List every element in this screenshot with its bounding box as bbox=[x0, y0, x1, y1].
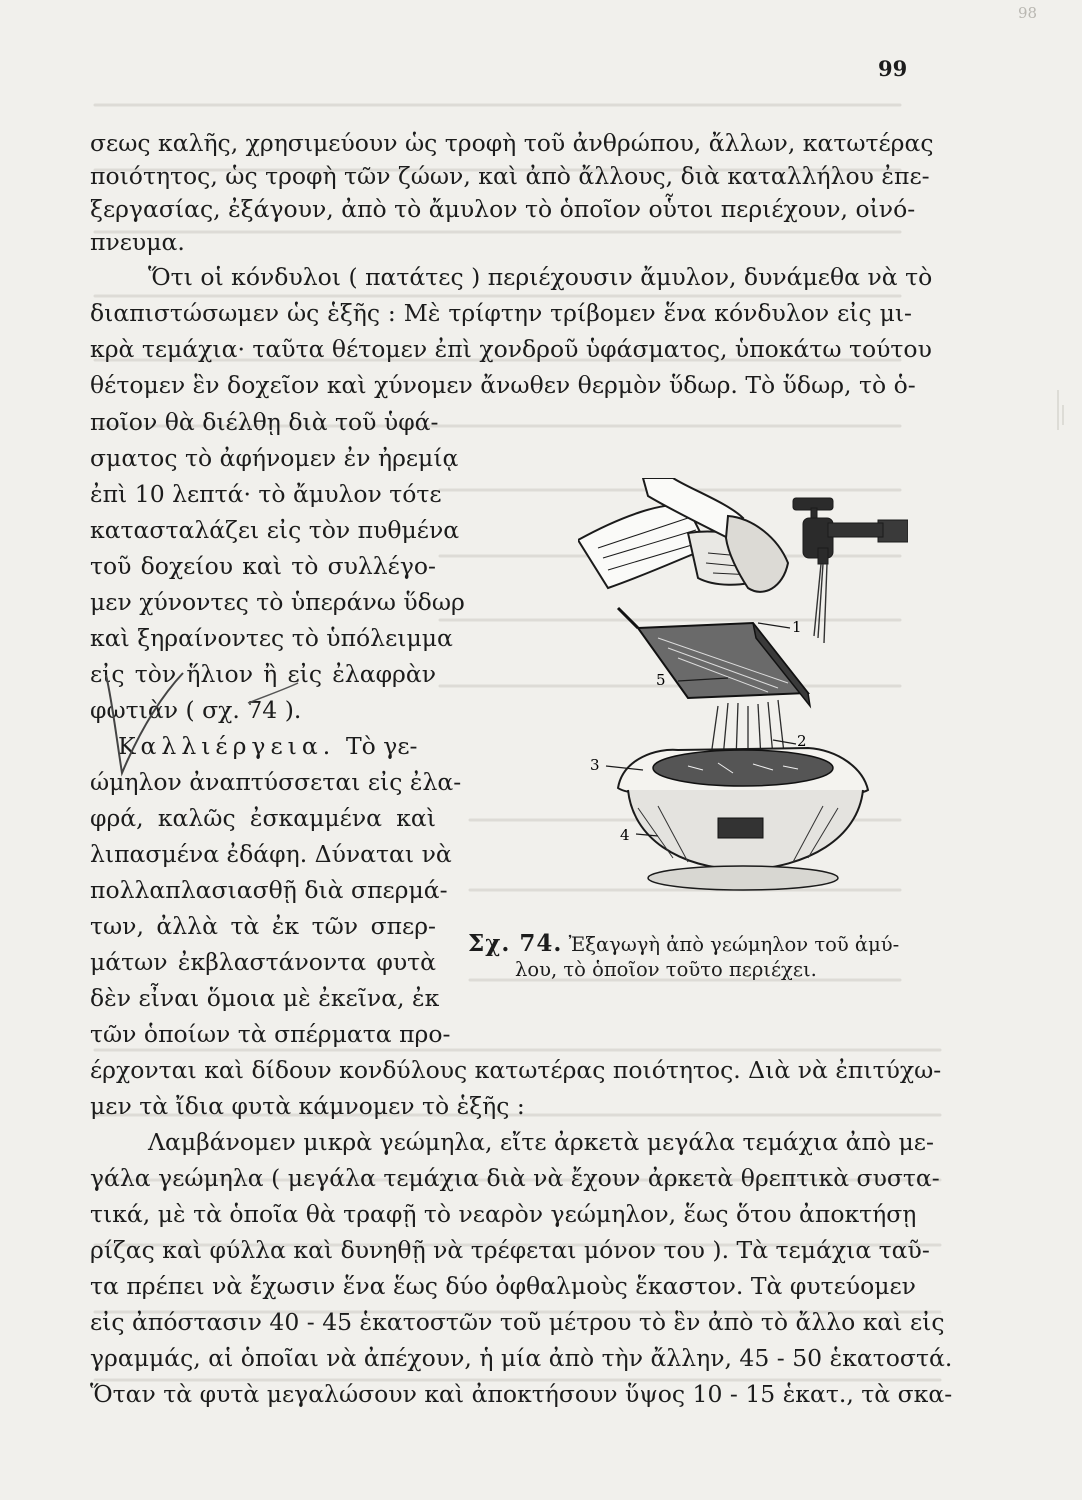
callout-1: 1 bbox=[792, 618, 802, 636]
text-line: έρχονται καὶ δίδουν κονδύλους κατωτέρας ποιότητος. Διὰ νὰ ἐπιτύχω- bbox=[90, 1056, 942, 1084]
text-line: σματος τὸ ἀφήνομεν ἐν ἠρεμίᾳ bbox=[90, 444, 459, 472]
text-line: μεν τὰ ἴδια φυτὰ κάμνομεν τὸ ἑξῆς : bbox=[90, 1092, 525, 1120]
grater-icon bbox=[618, 608, 810, 706]
callout-3: 3 bbox=[590, 756, 600, 774]
text-line: Τὸ γε- bbox=[346, 732, 418, 760]
text-line: ρίζας καὶ φύλλα καὶ δυνηθῇ νὰ τρέφεται μόνον του ). Τὰ τεμάχια ταῦ- bbox=[90, 1236, 930, 1264]
figure-label: Σχ. 74. bbox=[468, 930, 563, 957]
potato-starch-illustration bbox=[578, 478, 908, 923]
pencil-checkmark bbox=[98, 655, 308, 780]
figure-caption-line1: Ἐξαγωγὴ ἀπὸ γεώμηλον τοῦ ἀμύ- bbox=[568, 933, 900, 956]
text-line: λιπασμένα ἐδάφη. Δύναται νὰ bbox=[90, 840, 452, 868]
figure-caption bbox=[468, 930, 899, 957]
text-line: μεν χύνοντες τὸ ὑπεράνω ὕδωρ bbox=[90, 588, 465, 616]
faucet-icon bbox=[793, 498, 908, 564]
text-line: καὶ ξηραίνοντες τὸ ὑπόλειμμα bbox=[90, 624, 453, 652]
text-line: πολλαπλασιασθῇ διὰ σπερμά- bbox=[90, 876, 448, 904]
text-line: διαπιστώσωμεν ὡς ἑξῆς : Μὲ τρίφτην τρίβομεν ἕνα κόνδυλον εἰς μι- bbox=[90, 299, 912, 327]
text-line: ξεργασίας, ἐξάγουν, ἀπὸ τὸ ἄμυλον τὸ ὁποῖον οὗτοι περιέχουν, οἰνό- bbox=[90, 195, 916, 223]
text-line: γραμμάς, αἱ ὁποῖαι νὰ ἀπέχουν, ἡ μία ἀπὸ τὴν ἄλλην, 45 - 50 ἑκατοστά. bbox=[90, 1344, 953, 1372]
back-page-number: 98 bbox=[1018, 4, 1038, 22]
text-line: ἐπὶ 10 λεπτά· τὸ ἄμυλον τότε bbox=[90, 480, 442, 508]
text-line: εἰς τὸν ἥλιον ἢ εἰς ἐλαφρὰν bbox=[90, 660, 436, 688]
text-line: φωτιὰν ( σχ. 74 ). bbox=[90, 696, 302, 724]
text-line: δὲν εἶναι ὅμοια μὲ ἐκεῖνα, ἐκ bbox=[90, 984, 440, 1012]
text-line: ποῖον θὰ διέλθῃ διὰ τοῦ ὑφά- bbox=[90, 408, 439, 436]
text-line: Λαμβάνομεν μικρὰ γεώμηλα, εἴτε ἀρκετὰ μεγάλα τεμάχια ἀπὸ με- bbox=[148, 1128, 934, 1156]
figure-caption-line2: λου, τὸ ὁποῖον τοῦτο περιέχει. bbox=[515, 958, 817, 981]
section-heading: Καλλιέργεια. bbox=[118, 732, 336, 760]
text-line: γάλα γεώμηλα ( μεγάλα τεμάχια διὰ νὰ ἔχουν ἀρκετὰ θρεπτικὰ συστα- bbox=[90, 1164, 940, 1192]
text-line: τοῦ δοχείου καὶ τὸ συλλέγο- bbox=[90, 552, 436, 580]
text-line: τῶν ὁποίων τὰ σπέρματα προ- bbox=[90, 1020, 451, 1048]
text-line: Ὅταν τὰ φυτὰ μεγαλώσουν καὶ ἀποκτήσουν ὕψος 10 - 15 ἑκατ., τὰ σκα- bbox=[90, 1380, 953, 1408]
callout-4: 4 bbox=[620, 826, 630, 844]
text-line: θέτομεν ἓν δοχεῖον καὶ χύνομεν ἄνωθεν θερμὸν ὕδωρ. Τὸ ὕδωρ, τὸ ὁ- bbox=[90, 371, 916, 399]
callout-2: 2 bbox=[797, 732, 807, 750]
text-line: ώμηλον ἀναπτύσσεται εἰς ἐλα- bbox=[90, 768, 462, 796]
text-line: φρά, καλῶς ἐσκαμμένα καὶ bbox=[90, 804, 436, 832]
text-line: τικά, μὲ τὰ ὁποῖα θὰ τραφῇ τὸ νεαρὸν γεώμηλον, ἕως ὅτου ἀποκτήσῃ bbox=[90, 1200, 917, 1228]
text-line: Ὅτι οἱ κόνδυλοι ( πατάτες ) περιέχουσιν ἄμυλον, δυνάμεθα νὰ τὸ bbox=[148, 263, 933, 291]
callout-5: 5 bbox=[656, 671, 666, 689]
text-line: κρὰ τεμάχια· ταῦτα θέτομεν ἐπὶ χονδροῦ ὑφάσματος, ὑποκάτω τούτου bbox=[90, 335, 932, 363]
text-line: πνευμα. bbox=[90, 228, 185, 256]
text-line: σεως καλῆς, χρησιμεύουν ὡς τροφὴ τοῦ ἀνθρώπου, ἄλλων, κατωτέρας bbox=[90, 129, 934, 157]
text-line: εἰς ἀπόστασιν 40 - 45 ἑκατοστῶν τοῦ μέτρου τὸ ἓν ἀπὸ τὸ ἄλλο καὶ εἰς bbox=[90, 1308, 945, 1336]
text-line: ποιότητος, ὡς τροφὴ τῶν ζώων, καὶ ἀπὸ ἄλλους, διὰ καταλλήλου ἐπε- bbox=[90, 162, 930, 190]
text-line: κατασταλάζει εἰς τὸν πυθμένα bbox=[90, 516, 460, 544]
text-line: τα πρέπει νὰ ἔχωσιν ἕνα ἕως δύο ὀφθαλμοὺς ἕκαστον. Τὰ φυτεύομεν bbox=[90, 1272, 916, 1300]
text-line: μάτων ἐκβλαστάνοντα φυτὰ bbox=[90, 948, 436, 976]
page-number: 99 bbox=[878, 56, 908, 81]
text-line: των, ἀλλὰ τὰ ἐκ τῶν σπερ- bbox=[90, 912, 436, 940]
